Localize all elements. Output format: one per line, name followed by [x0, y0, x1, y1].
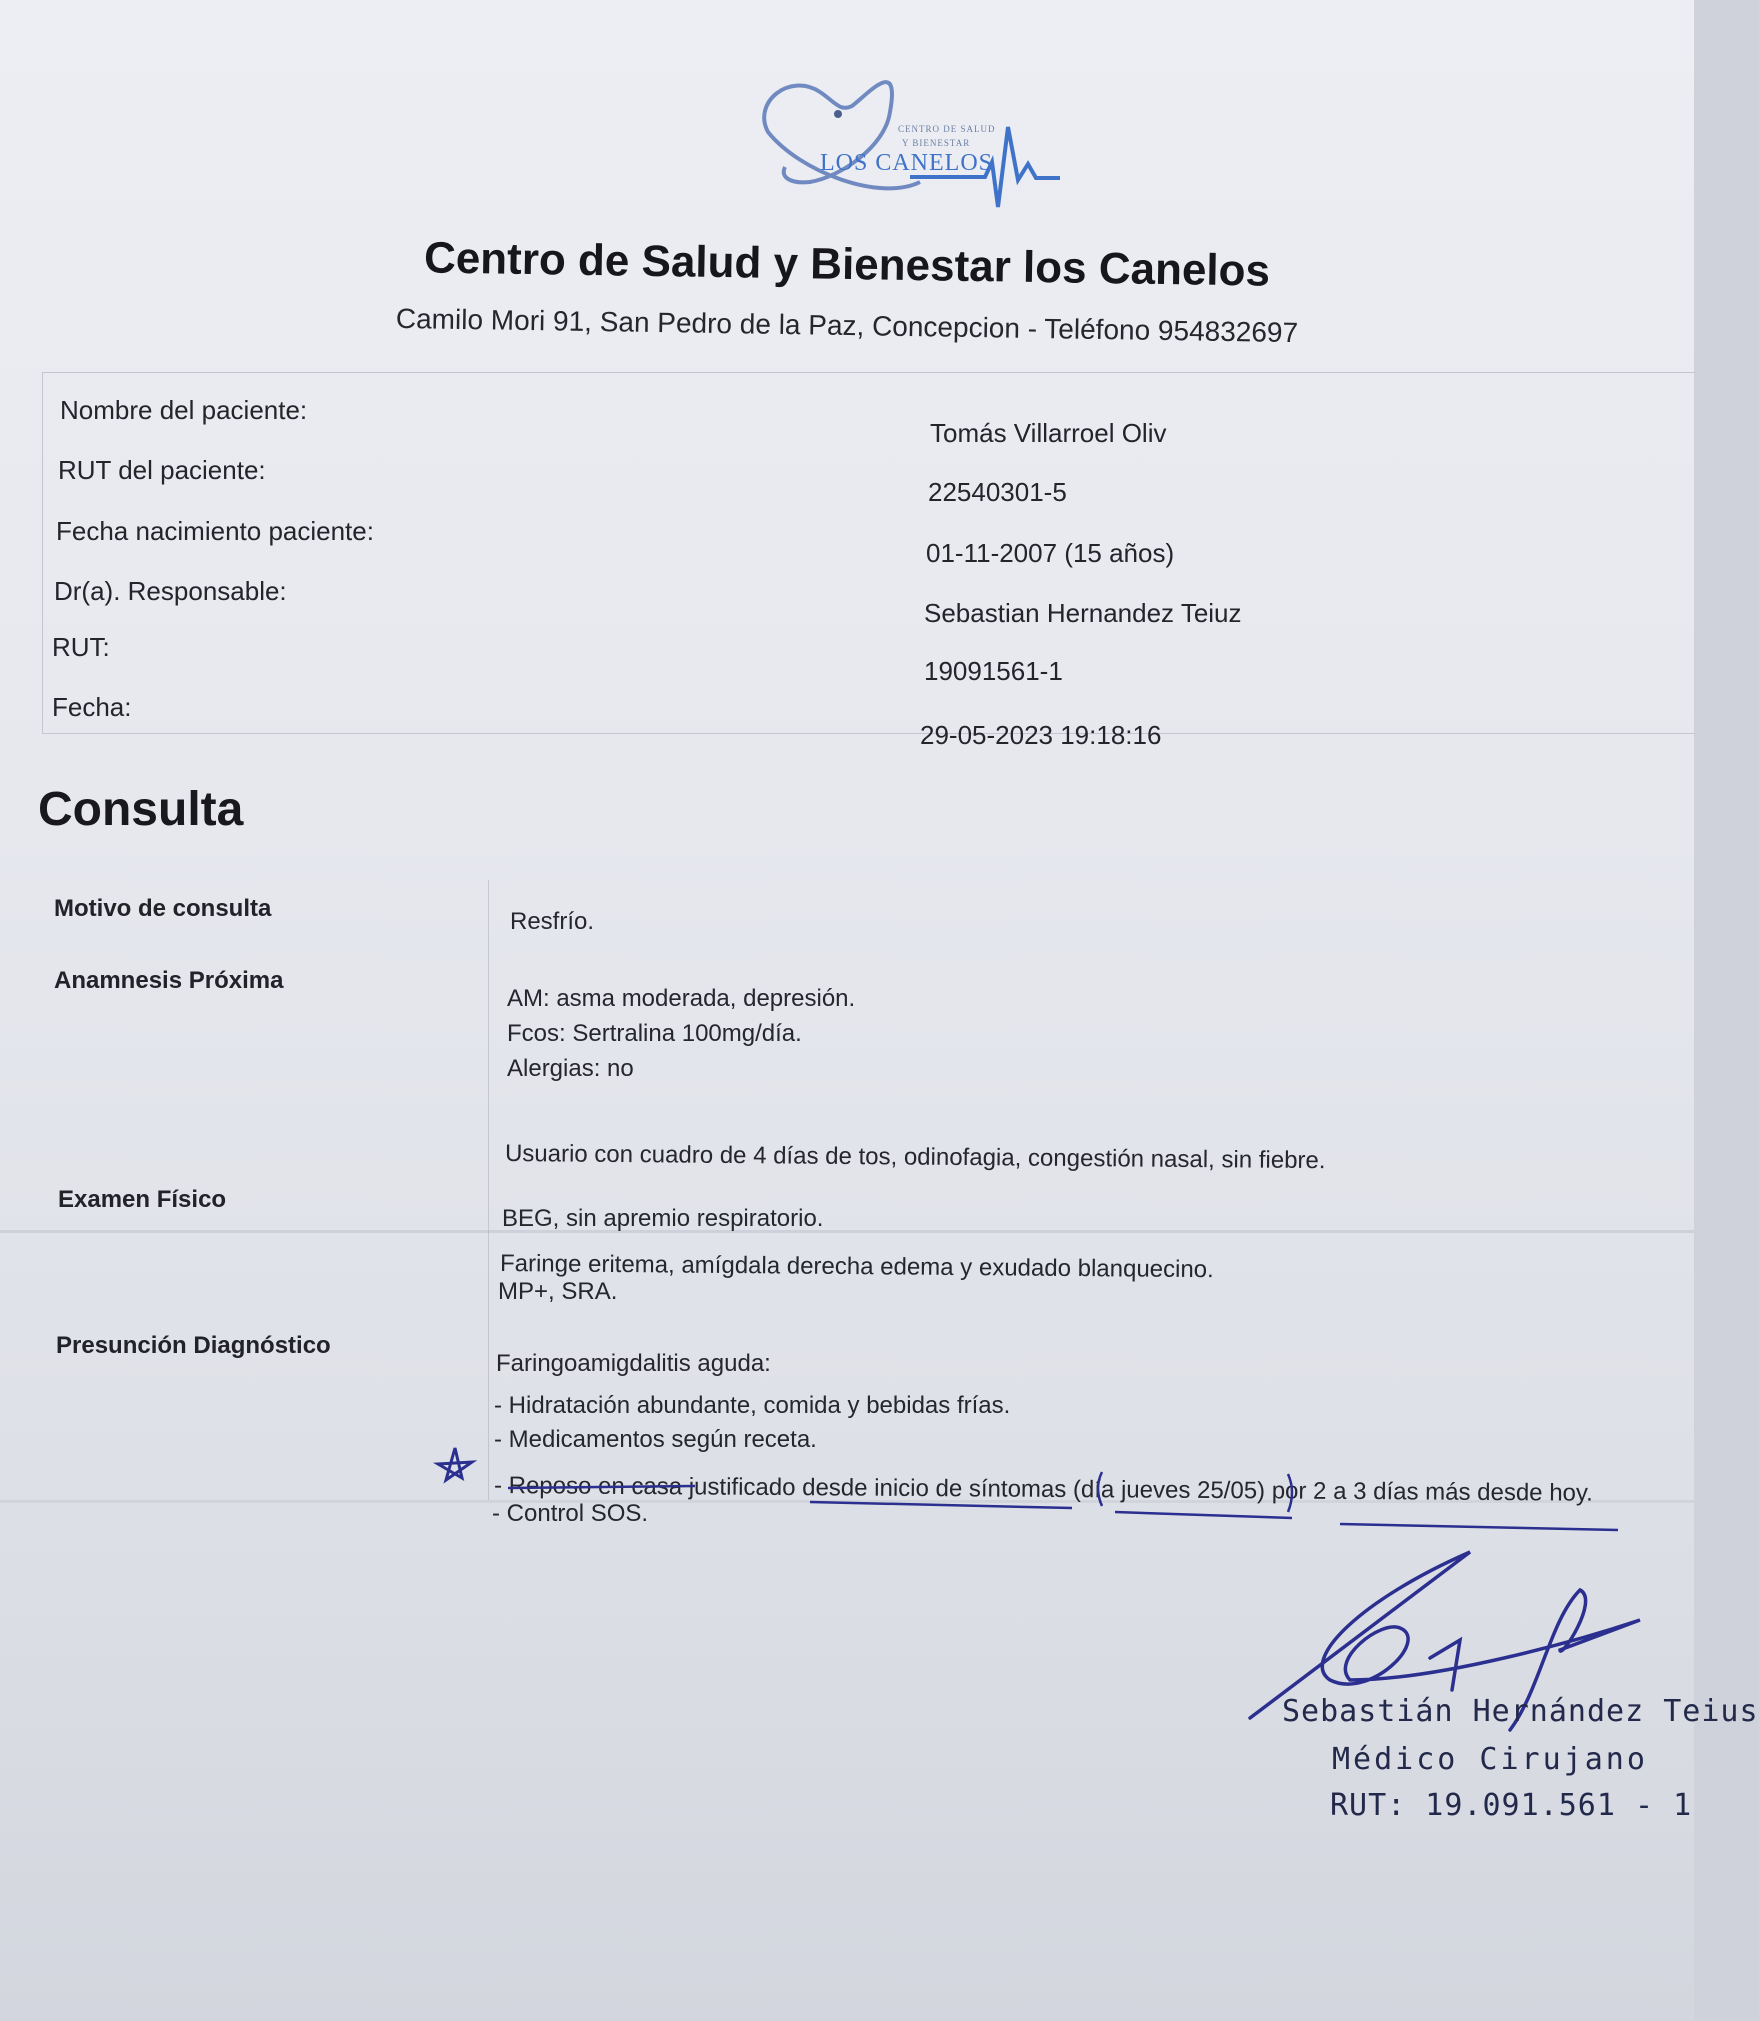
- date-value: 29-05-2023 19:18:16: [920, 720, 1162, 750]
- signature-name: Sebastián Hernández Teius: [1282, 1694, 1759, 1729]
- anamnesis-line: AM: asma moderada, depresión.: [507, 985, 856, 1012]
- logo-small-text: CENTRO DE SALUD: [898, 124, 996, 134]
- presuncion-label: Presunción Diagnóstico: [56, 1332, 331, 1359]
- birthdate-label: Fecha nacimiento paciente:: [56, 516, 374, 546]
- anamnesis-line: Usuario con cuadro de 4 días de tos, odinofagia, congestión nasal, sin fiebre.: [504, 1140, 1326, 1175]
- star-icon: [438, 1448, 472, 1480]
- anamnesis-line: Fcos: Sertralina 100mg/día.: [507, 1020, 802, 1047]
- page-title: Centro de Salud y Bienestar los Canelos: [423, 233, 1271, 296]
- column-divider: [488, 880, 489, 1500]
- presuncion-line: Faringoamigdalitis aguda:: [496, 1350, 771, 1377]
- motivo-text: Resfrío.: [510, 908, 595, 935]
- signature-title: Médico Cirujano: [1332, 1742, 1648, 1777]
- anamnesis-line: Alergias: no: [507, 1055, 634, 1082]
- presuncion-line: - Medicamentos según receta.: [494, 1426, 817, 1453]
- ink-underline: [1340, 1524, 1618, 1530]
- examen-label: Examen Físico: [58, 1186, 227, 1213]
- date-label: Fecha:: [52, 692, 132, 722]
- patient-name-label: Nombre del paciente:: [60, 395, 308, 425]
- address-line: Camilo Mori 91, San Pedro de la Paz, Concepcion - Teléfono 954832697: [395, 302, 1299, 349]
- presuncion-line: - Reposo en casa justificado desde inicio de síntomas (día jueves 25/05) por 2 a 3 días más desde hoy.: [493, 1472, 1593, 1507]
- logo-small-text: Y BIENESTAR: [902, 138, 971, 148]
- patient-name-value: Tomás Villarroel Oliv: [930, 418, 1167, 448]
- presuncion-line: - Control SOS.: [492, 1500, 649, 1527]
- motivo-label: Motivo de consulta: [54, 895, 272, 922]
- presuncion-line: - Hidratación abundante, comida y bebidas frías.: [494, 1392, 1011, 1419]
- examen-line: BEG, sin apremio respiratorio.: [502, 1205, 824, 1232]
- examen-line: Faringe eritema, amígdala derecha edema y exudado blanquecino.: [499, 1250, 1214, 1284]
- birthdate-value: 01-11-2007 (15 años): [926, 538, 1175, 568]
- patient-rut-value: 22540301-5: [928, 477, 1067, 507]
- section-title: Consulta: [38, 783, 244, 836]
- examen-line: MP+, SRA.: [498, 1278, 618, 1305]
- patient-info-box: [42, 372, 1695, 734]
- paper-fold: [0, 1230, 1694, 1233]
- patient-rut-label: RUT del paciente:: [58, 455, 266, 485]
- doctor-value: Sebastian Hernandez Teiuz: [924, 598, 1242, 628]
- doctor-rut-label: RUT:: [52, 632, 110, 662]
- anamnesis-label: Anamnesis Próxima: [54, 967, 284, 994]
- logo-brand: LOS CANELOS: [820, 150, 994, 176]
- doctor-label: Dr(a). Responsable:: [54, 576, 287, 606]
- doctor-rut-value: 19091561-1: [924, 656, 1063, 686]
- ink-underline: [1115, 1512, 1292, 1518]
- signature-rut: RUT: 19.091.561 - 1: [1330, 1788, 1693, 1823]
